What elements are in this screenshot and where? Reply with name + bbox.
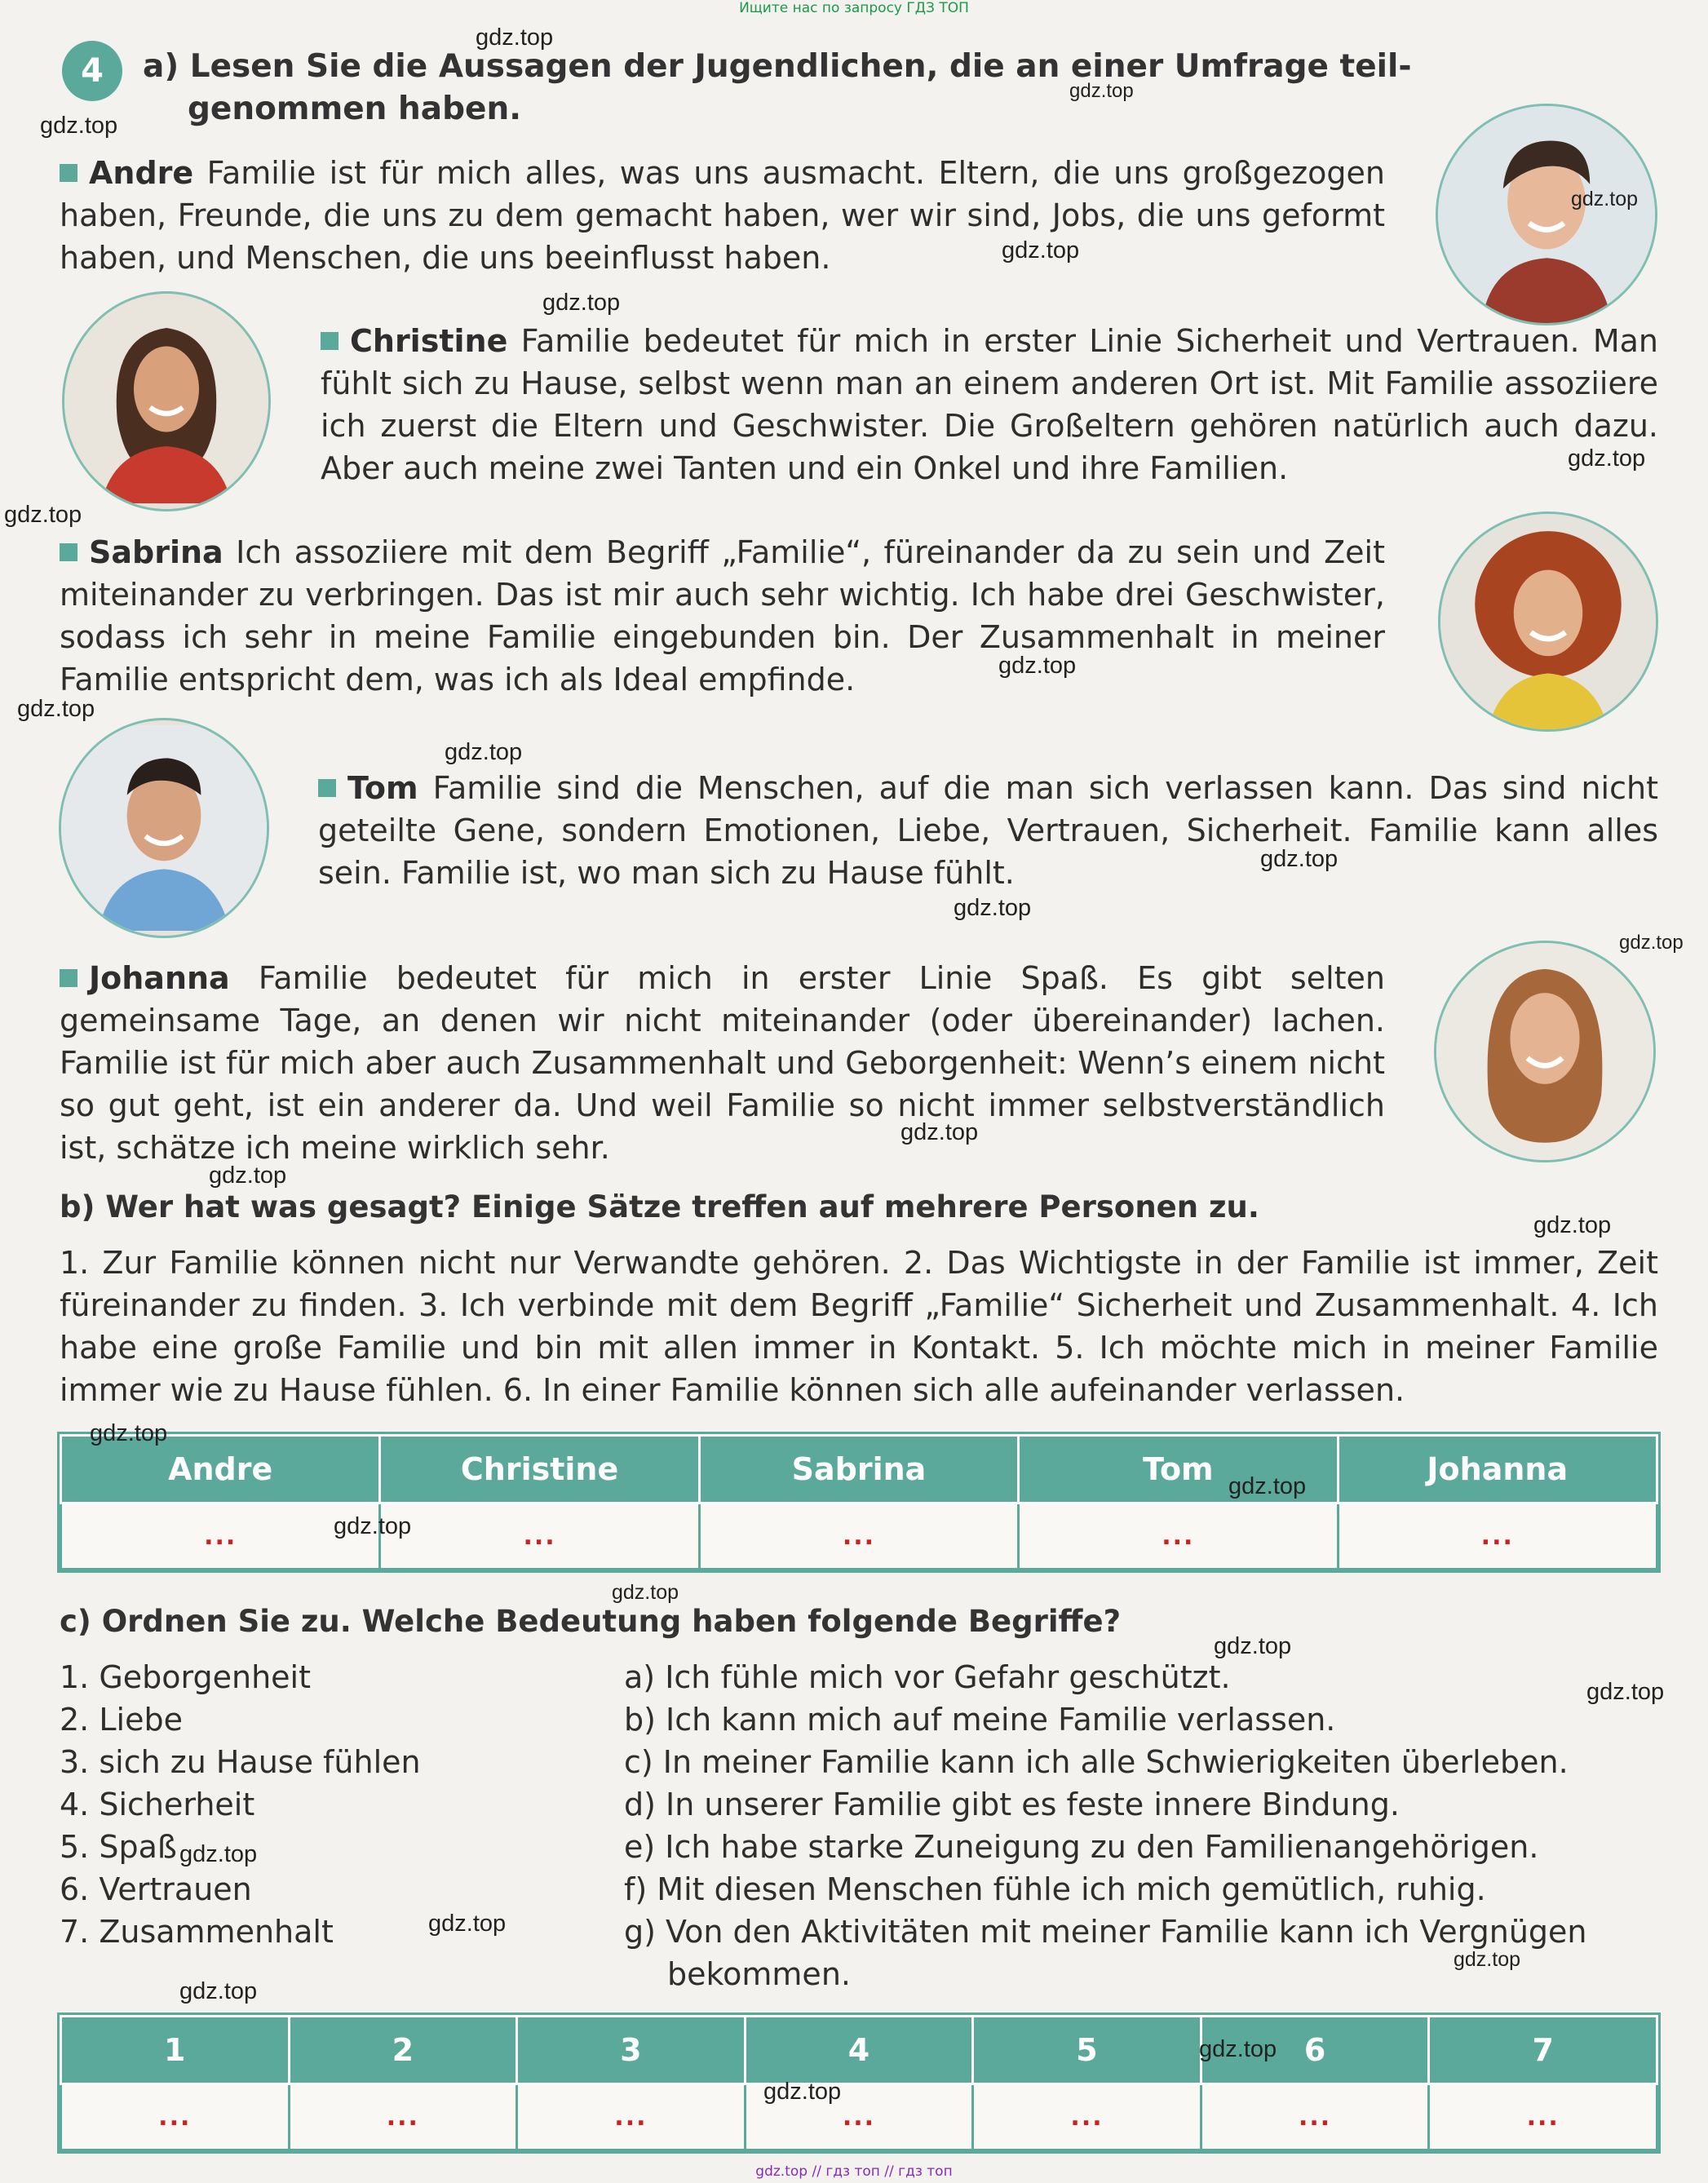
watermark: gdz.top	[1571, 188, 1639, 210]
table-header: 4	[745, 2017, 973, 2084]
statement-text: Familie bedeutet für mich in erster Linie Sicherheit und Vertrauen. Man fühlt sich zu Hause, selbst wenn man an einem anderen Ort ist. Mit Familie assoziiere ich zuerst die Eltern und Geschwister. Die Großeltern gehören natürlich auch dazu. Aber auch meine zwei Tanten und ein Onkel und ihre Familien.	[321, 323, 1658, 486]
search-hint: Ищите нас по запросу ГДЗ ТОП	[739, 0, 969, 16]
statement-text: Familie ist für mich alles, was uns ausmacht. Eltern, die uns großgezogen haben, Freunde, die uns zu dem gemacht haben, wer wir sind, Jobs, die uns geformt haben, und Menschen, die uns beeinflusst haben.	[60, 155, 1385, 276]
statement-text: Familie bedeutet für mich in erster Linie Spaß. Es gibt selten gemeinsame Tage, an denen wir nicht miteinander (oder übereinander) lachen. Familie ist für mich aber auch Zusammenhalt und Geborgenheit: Wenn’s einem nicht so gut geht, ist ein anderer da. Und weil Familie so nicht immer selbstverständlich ist, schätze ich meine wirklich sehr.	[60, 960, 1385, 1166]
bullet-square-icon	[60, 543, 77, 561]
photo-christine	[62, 291, 271, 511]
statement-name: Christine	[350, 323, 508, 359]
table-header: 7	[1429, 2017, 1657, 2084]
table-header: Johanna	[1338, 1436, 1657, 1503]
meaning-item: f) Mit diesen Menschen fühle ich mich gemütlich, ruhig.	[624, 1871, 1486, 1907]
watermark: gdz.top	[1228, 1473, 1307, 1499]
bullet-square-icon	[318, 779, 336, 797]
task-number-badge: 4	[62, 41, 122, 101]
table-header: 3	[517, 2017, 746, 2084]
answer-cell[interactable]: ...	[745, 2084, 973, 2150]
watermark: gdz.top	[1533, 1212, 1612, 1238]
bullet-square-icon	[60, 164, 77, 182]
meaning-item: bekommen.	[667, 1956, 851, 1992]
part-a-heading-line1: a) Lesen Sie die Aussagen der Jugendlichen, die an einer Umfrage teil-	[143, 48, 1412, 85]
bullet-square-icon	[321, 332, 339, 350]
table-header: 5	[973, 2017, 1201, 2084]
table-header: 2	[289, 2017, 517, 2084]
answer-cell[interactable]: ...	[1338, 1503, 1657, 1570]
term-item: 5. Spaß	[60, 1829, 177, 1865]
watermark: gdz.top	[763, 2079, 842, 2105]
answer-cell[interactable]: ...	[699, 1503, 1018, 1570]
answer-cell[interactable]: ...	[517, 2084, 746, 2150]
watermark: gdz.top	[40, 113, 118, 139]
meaning-item: d) In unserer Familie gibt es feste innere Bindung.	[624, 1787, 1400, 1822]
watermark: gdz.top	[1260, 846, 1339, 872]
answer-cell[interactable]: ...	[1201, 2084, 1429, 2150]
term-item: 1. Geborgenheit	[60, 1659, 311, 1695]
part-b-sentences: 1. Zur Familie können nicht nur Verwandte gehören. 2. Das Wichtigste in der Familie ist immer, Zeit füreinander zu finden. 3. Ich verbinde mit dem Begriff „Familie“ Sicherheit und Zusammenhalt. 4. Ich habe eine große Familie und bin mit allen immer in Kontakt. 5. Ich möchte mich in meiner Familie immer wie zu Hause fühlen. 6. In einer Familie können sich alle aufeinander verlassen.	[60, 1245, 1658, 1408]
watermark: gdz.top	[179, 1978, 258, 2004]
part-b-heading: b) Wer hat was gesagt? Einige Sätze treffen auf mehrere Personen zu.	[60, 1189, 1259, 1224]
bullet-square-icon	[60, 969, 77, 987]
statement-text: Familie sind die Menschen, auf die man sich verlassen kann. Das sind nicht geteilte Gene, sondern Emotionen, Liebe, Vertrauen, Sicherheit. Familie kann alles sein. Familie ist, wo man sich zu Hause fühlt.	[318, 770, 1658, 891]
statement-christine	[321, 320, 1658, 489]
statement-johanna	[60, 957, 1385, 1169]
footer-note: gdz.top // гдз топ // гдз топ	[755, 2163, 953, 2180]
watermark: gdz.top	[90, 1420, 168, 1446]
photo-tom	[59, 718, 269, 938]
meaning-item: e) Ich habe starke Zuneigung zu den Familienangehörigen.	[624, 1829, 1539, 1865]
watermark: gdz.top	[1454, 1948, 1521, 1971]
watermark: gdz.top	[1199, 2036, 1277, 2062]
watermark: gdz.top	[209, 1162, 287, 1189]
term-item: 4. Sicherheit	[60, 1787, 255, 1822]
answer-cell[interactable]: ...	[973, 2084, 1201, 2150]
meaning-item: g) Von den Aktivitäten mit meiner Familie kann ich Vergnügen	[624, 1914, 1587, 1950]
table-header: Tom	[1019, 1436, 1338, 1503]
watermark: gdz.top	[998, 653, 1077, 679]
table-header: Sabrina	[699, 1436, 1018, 1503]
watermark: gdz.top	[1619, 932, 1684, 954]
meaning-item: c) In meiner Familie kann ich alle Schwierigkeiten überleben.	[624, 1744, 1569, 1780]
part-c-answer-table	[60, 2015, 1658, 2151]
watermark: gdz.top	[1214, 1633, 1292, 1659]
watermark: gdz.top	[334, 1513, 412, 1539]
answer-cell[interactable]: ...	[1019, 1503, 1338, 1570]
watermark: gdz.top	[445, 739, 523, 765]
watermark: gdz.top	[612, 1581, 679, 1604]
term-item: 3. sich zu Hause fühlen	[60, 1744, 421, 1780]
meanings-list	[624, 1656, 1587, 1995]
answer-cell[interactable]: ...	[61, 2084, 290, 2150]
watermark: gdz.top	[900, 1119, 979, 1145]
watermark: gdz.top	[179, 1841, 258, 1867]
term-item: 6. Vertrauen	[60, 1871, 252, 1907]
meaning-item: a) Ich fühle mich vor Gefahr geschützt.	[624, 1659, 1231, 1695]
answer-cell[interactable]: ...	[1429, 2084, 1657, 2150]
statement-tom	[318, 767, 1658, 894]
photo-johanna	[1434, 941, 1656, 1162]
answer-cell[interactable]: ...	[61, 1503, 380, 1570]
photo-sabrina	[1438, 511, 1658, 732]
watermark: gdz.top	[1002, 237, 1080, 263]
part-a-heading-line2: genommen haben.	[188, 91, 522, 127]
watermark: gdz.top	[1586, 1679, 1665, 1705]
answer-cell[interactable]: ...	[289, 2084, 517, 2150]
watermark: gdz.top	[542, 290, 621, 316]
term-item: 7. Zusammenhalt	[60, 1914, 334, 1950]
statement-name: Andre	[89, 155, 194, 191]
meaning-item: b) Ich kann mich auf meine Familie verlassen.	[624, 1702, 1336, 1738]
statement-andre	[60, 152, 1385, 279]
watermark: gdz.top	[1568, 445, 1646, 472]
watermark: gdz.top	[476, 24, 554, 51]
table-header: 1	[61, 2017, 290, 2084]
watermark: gdz.top	[17, 696, 95, 722]
part-c-heading: c) Ordnen Sie zu. Welche Bedeutung haben folgende Begriffe?	[60, 1604, 1122, 1639]
term-item: 2. Liebe	[60, 1702, 183, 1738]
table-header: 6	[1201, 2017, 1429, 2084]
part-b-answer-table	[60, 1434, 1658, 1570]
statement-sabrina	[60, 531, 1385, 701]
statement-name: Sabrina	[89, 534, 223, 570]
terms-list	[60, 1656, 421, 1953]
statement-name: Johanna	[89, 960, 230, 996]
answer-cell[interactable]: ...	[380, 1503, 699, 1570]
table-header: Andre	[61, 1436, 380, 1503]
watermark: gdz.top	[1069, 80, 1134, 102]
watermark: gdz.top	[4, 502, 82, 528]
photo-andre	[1436, 104, 1657, 325]
watermark: gdz.top	[428, 1911, 507, 1937]
statement-name: Tom	[347, 770, 418, 806]
table-header: Christine	[380, 1436, 699, 1503]
statement-text: Ich assoziiere mit dem Begriff „Familie“, füreinander da zu sein und Zeit miteinander zu verbringen. Das ist mir auch sehr wichtig. Ich habe drei Geschwister, sodass ich sehr in meine Familie eingebunden bin. Der Zusammenhalt in meiner Familie entspricht dem, was ich als Ideal empfinde.	[60, 534, 1385, 697]
watermark: gdz.top	[954, 895, 1032, 921]
